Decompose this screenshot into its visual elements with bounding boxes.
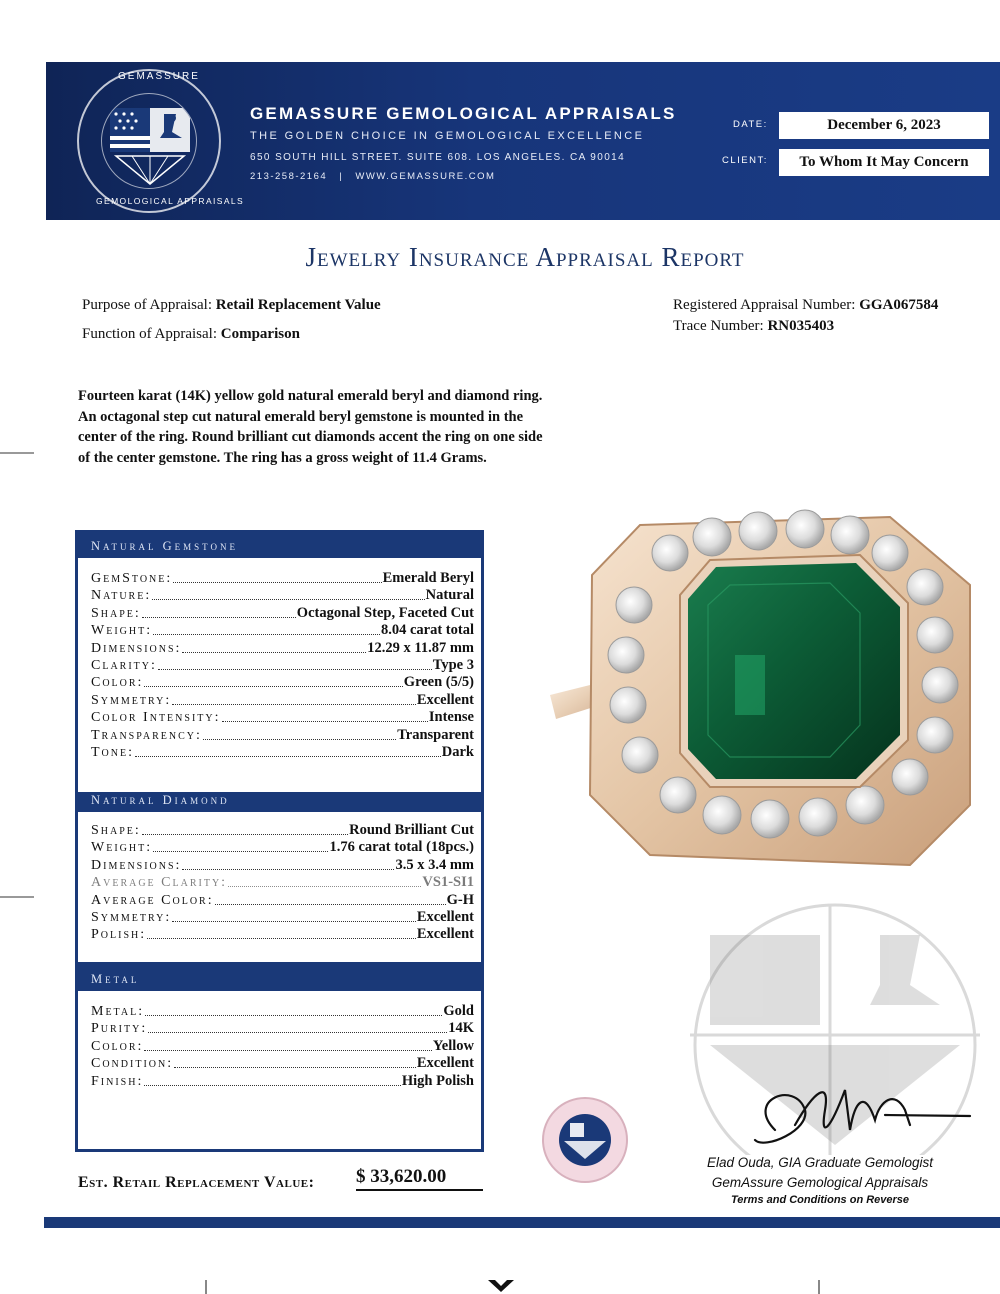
leader-dots	[222, 720, 428, 722]
registered-value: GGA067584	[859, 297, 939, 313]
leader-dots	[173, 581, 381, 583]
spec-row	[91, 605, 474, 622]
spec-value: 8.04 carat total	[380, 622, 474, 639]
trace-value: RN035403	[767, 318, 835, 334]
spec-key: Tone:	[91, 745, 134, 760]
spec-value: 14K	[448, 1020, 474, 1037]
leader-dots	[144, 1084, 401, 1086]
spec-row	[91, 1073, 474, 1090]
spec-key: Dimensions:	[91, 640, 182, 656]
flag-microscope-icon	[102, 94, 197, 189]
report-title: Jewelry Insurance Appraisal Report	[305, 242, 745, 272]
client-label: CLIENT:	[722, 155, 768, 166]
leader-dots	[153, 850, 328, 852]
company-seal	[77, 69, 221, 213]
spec-key: Finish:	[91, 1073, 144, 1089]
leader-dots	[144, 685, 402, 687]
spec-key: Color:	[91, 675, 144, 691]
spec-key: Shape:	[91, 605, 141, 621]
spec-value: 1.76 carat total (18pcs.)	[329, 839, 474, 856]
spec-value: Octagonal Step, Faceted Cut	[296, 604, 474, 621]
spec-key: Symmetry:	[91, 692, 172, 708]
spec-row	[91, 744, 474, 761]
spec-value: 12.29 x 11.87 mm	[367, 639, 474, 656]
spec-value: Yellow	[432, 1037, 474, 1054]
spec-key: Nature:	[91, 588, 152, 604]
company-address: 650 SOUTH HILL STREET. SUITE 608. LOS ANGELES. CA 90014	[250, 152, 626, 163]
function-value: Comparison	[220, 326, 300, 342]
section-title-metal: Metal	[91, 972, 140, 986]
arrow-down-icon	[488, 1280, 514, 1294]
function-line	[82, 326, 300, 343]
scan-mark	[0, 452, 34, 454]
purpose-label: Purpose of Appraisal:	[82, 297, 212, 313]
spec-value: Green (5/5)	[403, 674, 474, 691]
company-website[interactable]: WWW.GEMASSURE.COM	[355, 171, 496, 182]
spec-value: Natural	[425, 587, 474, 604]
spec-row	[91, 640, 474, 657]
company-name: GEMASSURE GEMOLOGICAL APPRAISALS	[250, 104, 677, 123]
leader-dots	[153, 633, 380, 635]
spec-value: Excellent	[416, 926, 474, 943]
scan-mark	[205, 1280, 207, 1294]
leader-dots	[182, 651, 366, 653]
spec-value: Emerald Beryl	[382, 570, 474, 586]
leader-dots	[203, 738, 396, 740]
company-tagline: THE GOLDEN CHOICE IN GEMOLOGICAL EXCELLENCE	[250, 130, 645, 142]
spec-row	[91, 839, 474, 856]
spec-key: Color Intensity:	[91, 710, 221, 726]
leader-dots	[182, 868, 394, 870]
leader-dots	[142, 833, 348, 835]
spec-row	[91, 892, 474, 909]
spec-key: Average Color:	[91, 892, 214, 908]
section-body-diamond	[78, 812, 481, 962]
spec-row	[91, 587, 474, 604]
ring-photo	[530, 505, 1000, 885]
spec-key: Condition:	[91, 1056, 174, 1072]
function-label: Function of Appraisal:	[82, 326, 217, 342]
spec-row	[91, 1055, 474, 1072]
item-description: Fourteen karat (14K) yellow gold natural emerald beryl and diamond ring. An octagonal step cut natural emerald beryl gemstone is mounted in the center of the ring. Round brilliant cut diamonds accent the ring on one side of the center gemstone. The ring has a gross weight of 11.4 Grams.	[78, 388, 543, 466]
company-contact	[250, 171, 495, 182]
trace-label: Trace Number:	[673, 318, 764, 334]
estimate-value: $ 33,620.00	[356, 1166, 483, 1191]
footer-bar	[44, 1217, 1000, 1228]
scan-mark	[818, 1280, 820, 1294]
spec-key: GemStone:	[91, 571, 173, 586]
spec-key: Clarity:	[91, 658, 157, 673]
spec-value: G-H	[446, 891, 474, 908]
spec-key: Color:	[91, 1038, 144, 1054]
leader-dots	[147, 937, 416, 939]
spec-row	[91, 1003, 474, 1020]
spec-row	[91, 909, 474, 926]
leader-dots	[172, 920, 416, 922]
spec-value: 3.5 x 3.4 mm	[395, 856, 474, 873]
purpose-line	[82, 297, 381, 314]
leader-dots	[228, 885, 421, 887]
company-phone: 213-258-2164	[250, 171, 328, 182]
spec-value: Excellent	[416, 1055, 474, 1072]
date-value: December 6, 2023	[779, 112, 989, 139]
estimate-label: Est. Retail Replacement Value:	[78, 1174, 315, 1191]
leader-dots	[215, 903, 446, 905]
spec-key: Dimensions:	[91, 857, 182, 873]
leader-dots	[174, 1066, 416, 1068]
leader-dots	[144, 1049, 431, 1051]
spec-value: Dark	[441, 744, 474, 760]
spec-row	[91, 692, 474, 709]
spec-row	[91, 622, 474, 639]
spec-row	[91, 1038, 474, 1055]
trace-number-line	[673, 318, 834, 335]
spec-key: Polish:	[91, 927, 147, 943]
spec-key: Average Clarity:	[91, 875, 228, 891]
spec-value: Intense	[428, 709, 474, 726]
spec-row	[91, 727, 474, 744]
spec-key: Metal:	[91, 1004, 145, 1019]
spec-row	[91, 822, 474, 839]
spec-row	[91, 570, 474, 587]
spec-value: Excellent	[416, 909, 474, 925]
spec-row	[91, 709, 474, 726]
date-label: DATE:	[733, 119, 768, 130]
spec-value: Type 3	[432, 657, 474, 673]
section-body-metal	[78, 991, 481, 1149]
spec-value: High Polish	[401, 1072, 474, 1089]
registered-number-line	[673, 297, 938, 314]
terms-note[interactable]: Terms and Conditions on Reverse	[730, 1194, 910, 1206]
scan-mark	[0, 896, 34, 898]
spec-value: Round Brilliant Cut	[349, 822, 474, 838]
spec-row	[91, 874, 474, 891]
spec-key: Purity:	[91, 1021, 148, 1037]
spec-row	[91, 926, 474, 943]
spec-row	[91, 657, 474, 674]
client-value: To Whom It May Concern	[779, 149, 989, 176]
registered-label: Registered Appraisal Number:	[673, 297, 856, 313]
leader-dots	[158, 668, 432, 670]
spec-value: Excellent	[416, 691, 474, 708]
signer-name: Elad Ouda, GIA Graduate Gemologist	[706, 1155, 934, 1170]
spec-row	[91, 857, 474, 874]
section-body-gemstone	[78, 558, 481, 792]
spec-key: Weight:	[91, 623, 153, 639]
signer-company: GemAssure Gemological Appraisals	[711, 1175, 929, 1190]
spec-value: Gold	[443, 1003, 474, 1019]
seal-emblem	[101, 93, 197, 189]
spec-value: VS1-SI1	[422, 874, 474, 891]
leader-dots	[135, 755, 441, 757]
seal-top-text: GEMASSURE	[118, 71, 200, 82]
signature-icon	[735, 1070, 975, 1160]
spec-key: Shape:	[91, 823, 141, 838]
seal-bottom-text: GEMOLOGICAL APPRAISALS	[96, 196, 245, 206]
contact-separator: |	[339, 171, 344, 182]
spec-key: Transparency:	[91, 727, 202, 743]
leader-dots	[172, 703, 416, 705]
hologram-stamp-icon	[540, 1095, 630, 1185]
leader-dots	[142, 616, 296, 618]
section-title-gemstone: Natural Gemstone	[91, 539, 239, 553]
spec-key: Weight:	[91, 840, 153, 856]
spec-key: Symmetry:	[91, 910, 172, 925]
leader-dots	[145, 1014, 442, 1016]
leader-dots	[148, 1031, 447, 1033]
section-title-diamond: Natural Diamond	[91, 793, 230, 807]
leader-dots	[152, 598, 424, 600]
spec-row	[91, 674, 474, 691]
spec-row	[91, 1020, 474, 1037]
purpose-value: Retail Replacement Value	[215, 297, 381, 313]
specifications-panel	[75, 530, 484, 1152]
spec-value: Transparent	[397, 726, 474, 743]
